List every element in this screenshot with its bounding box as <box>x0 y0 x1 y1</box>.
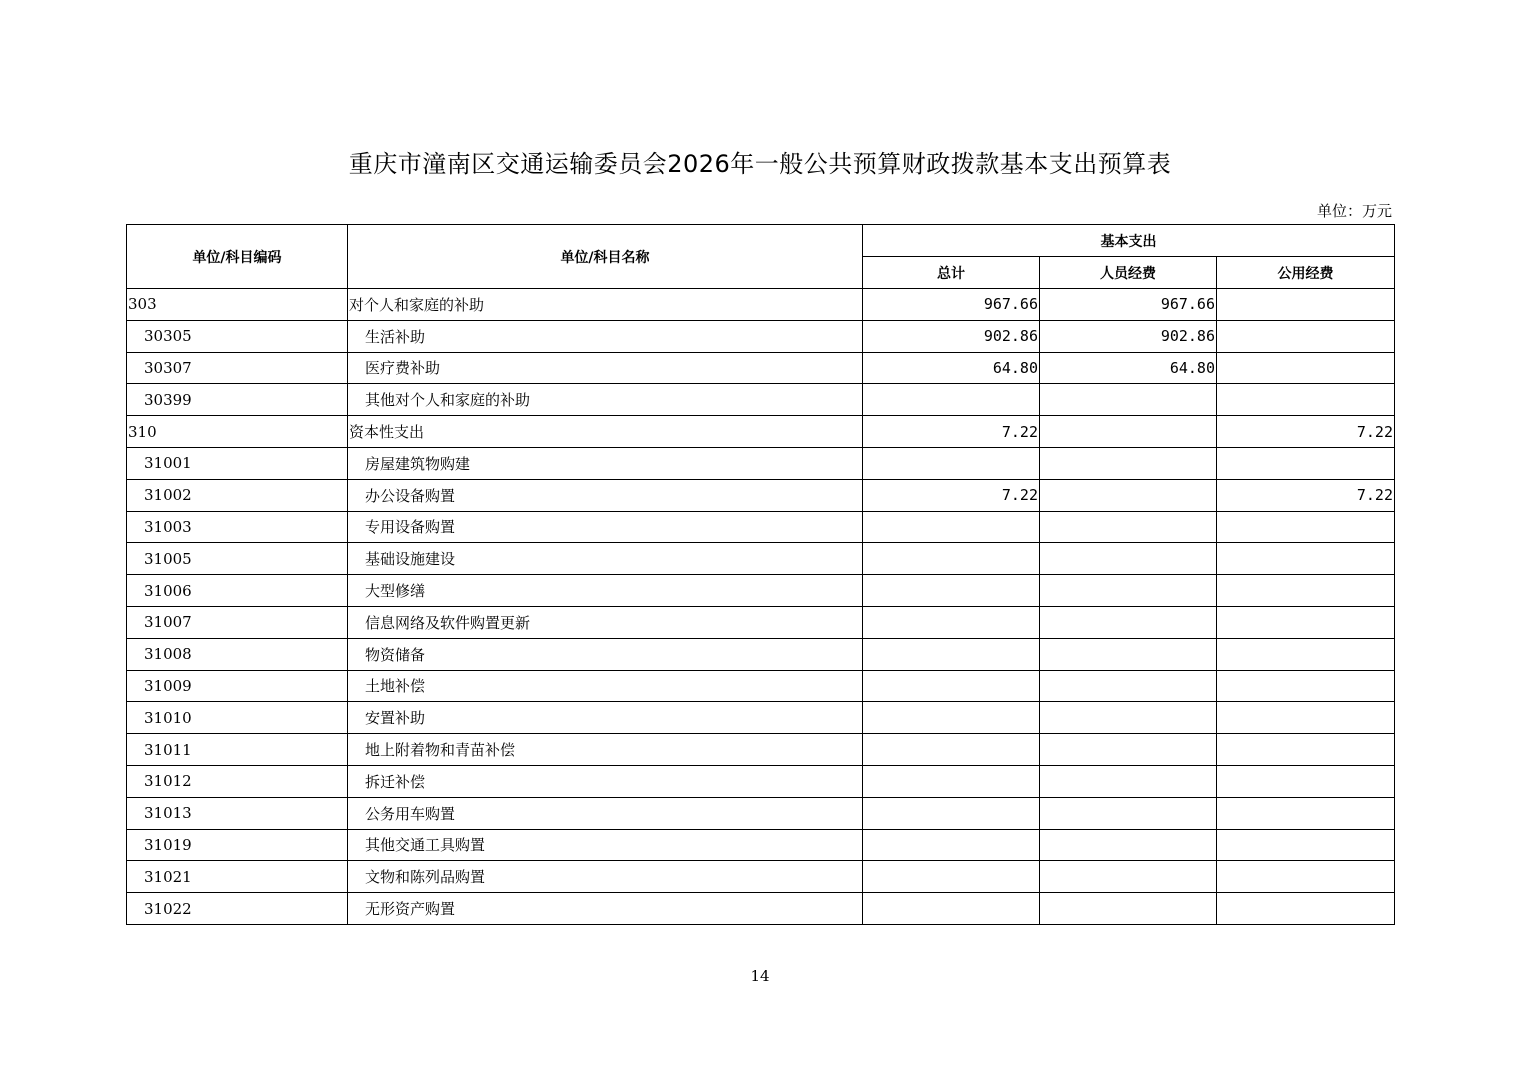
cell-name: 地上附着物和青苗补偿 <box>348 734 863 766</box>
cell-personnel <box>1040 384 1217 416</box>
cell-public: 7.22 <box>1217 479 1395 511</box>
cell-code: 31013 <box>127 797 348 829</box>
table-row <box>127 893 1395 925</box>
cell-public <box>1217 289 1395 321</box>
cell-name: 其他对个人和家庭的补助 <box>348 384 863 416</box>
cell-name: 专用设备购置 <box>348 511 863 543</box>
cell-name: 对个人和家庭的补助 <box>348 289 863 321</box>
table-row <box>127 797 1395 829</box>
cell-code: 31007 <box>127 606 348 638</box>
cell-public <box>1217 543 1395 575</box>
cell-total <box>863 765 1040 797</box>
header-basic-expenditure: 基本支出 <box>863 225 1395 257</box>
cell-name: 其他交通工具购置 <box>348 829 863 861</box>
header-code: 单位/科目编码 <box>127 225 348 289</box>
cell-name: 房屋建筑物购建 <box>348 447 863 479</box>
cell-name: 资本性支出 <box>348 416 863 448</box>
cell-total: 902.86 <box>863 320 1040 352</box>
cell-personnel <box>1040 479 1217 511</box>
cell-public <box>1217 829 1395 861</box>
cell-total <box>863 702 1040 734</box>
cell-code: 30305 <box>127 320 348 352</box>
cell-code: 31012 <box>127 765 348 797</box>
cell-personnel <box>1040 447 1217 479</box>
cell-total <box>863 543 1040 575</box>
cell-code: 31009 <box>127 670 348 702</box>
cell-code: 31021 <box>127 861 348 893</box>
cell-code: 30307 <box>127 352 348 384</box>
cell-public <box>1217 511 1395 543</box>
cell-personnel <box>1040 638 1217 670</box>
cell-public <box>1217 861 1395 893</box>
table-row <box>127 447 1395 479</box>
table-row <box>127 606 1395 638</box>
cell-personnel <box>1040 765 1217 797</box>
cell-total <box>863 606 1040 638</box>
table-row <box>127 479 1395 511</box>
cell-total <box>863 670 1040 702</box>
cell-code: 31011 <box>127 734 348 766</box>
cell-personnel <box>1040 511 1217 543</box>
cell-total <box>863 511 1040 543</box>
table-row <box>127 702 1395 734</box>
cell-name: 拆迁补偿 <box>348 765 863 797</box>
unit-label: 单位：万元 <box>1316 202 1392 220</box>
cell-name: 公务用车购置 <box>348 797 863 829</box>
cell-public <box>1217 384 1395 416</box>
table-row <box>127 765 1395 797</box>
cell-personnel <box>1040 416 1217 448</box>
table-row <box>127 829 1395 861</box>
cell-total: 967.66 <box>863 289 1040 321</box>
header-public: 公用经费 <box>1217 257 1395 289</box>
cell-total <box>863 797 1040 829</box>
cell-public <box>1217 575 1395 607</box>
cell-personnel: 967.66 <box>1040 289 1217 321</box>
cell-public <box>1217 320 1395 352</box>
cell-code: 31002 <box>127 479 348 511</box>
table-row <box>127 575 1395 607</box>
cell-personnel <box>1040 575 1217 607</box>
cell-personnel <box>1040 797 1217 829</box>
cell-personnel <box>1040 606 1217 638</box>
table-body <box>127 289 1395 925</box>
cell-code: 31019 <box>127 829 348 861</box>
cell-code: 31005 <box>127 543 348 575</box>
cell-total <box>863 734 1040 766</box>
cell-name: 信息网络及软件购置更新 <box>348 606 863 638</box>
header-name: 单位/科目名称 <box>348 225 863 289</box>
cell-total <box>863 447 1040 479</box>
cell-name: 办公设备购置 <box>348 479 863 511</box>
header-personnel: 人员经费 <box>1040 257 1217 289</box>
cell-code: 31008 <box>127 638 348 670</box>
cell-personnel <box>1040 861 1217 893</box>
cell-public <box>1217 765 1395 797</box>
cell-personnel <box>1040 829 1217 861</box>
cell-total <box>863 638 1040 670</box>
cell-name: 安置补助 <box>348 702 863 734</box>
cell-code: 303 <box>127 289 348 321</box>
cell-code: 31003 <box>127 511 348 543</box>
cell-personnel: 902.86 <box>1040 320 1217 352</box>
cell-total: 64.80 <box>863 352 1040 384</box>
table-row <box>127 416 1395 448</box>
cell-public <box>1217 352 1395 384</box>
cell-personnel <box>1040 543 1217 575</box>
cell-public <box>1217 670 1395 702</box>
cell-code: 31006 <box>127 575 348 607</box>
cell-public: 7.22 <box>1217 416 1395 448</box>
cell-name: 物资储备 <box>348 638 863 670</box>
cell-code: 310 <box>127 416 348 448</box>
table-row <box>127 670 1395 702</box>
table-row <box>127 511 1395 543</box>
table-row <box>127 543 1395 575</box>
cell-code: 30399 <box>127 384 348 416</box>
table-row <box>127 861 1395 893</box>
cell-public <box>1217 606 1395 638</box>
table-row <box>127 734 1395 766</box>
cell-public <box>1217 893 1395 925</box>
budget-table <box>126 224 1395 925</box>
cell-name: 医疗费补助 <box>348 352 863 384</box>
cell-total: 7.22 <box>863 479 1040 511</box>
cell-personnel <box>1040 893 1217 925</box>
cell-total <box>863 893 1040 925</box>
cell-code: 31010 <box>127 702 348 734</box>
cell-public <box>1217 734 1395 766</box>
cell-personnel <box>1040 670 1217 702</box>
cell-name: 基础设施建设 <box>348 543 863 575</box>
table-row <box>127 352 1395 384</box>
cell-name: 文物和陈列品购置 <box>348 861 863 893</box>
cell-public <box>1217 447 1395 479</box>
cell-name: 生活补助 <box>348 320 863 352</box>
cell-total: 7.22 <box>863 416 1040 448</box>
cell-public <box>1217 797 1395 829</box>
table-row <box>127 320 1395 352</box>
cell-public <box>1217 702 1395 734</box>
page-number: 14 <box>750 967 770 985</box>
cell-personnel: 64.80 <box>1040 352 1217 384</box>
page-title: 重庆市潼南区交通运输委员会2026年一般公共预算财政拨款基本支出预算表 <box>348 150 1172 178</box>
cell-total <box>863 575 1040 607</box>
cell-total <box>863 384 1040 416</box>
cell-code: 31022 <box>127 893 348 925</box>
cell-personnel <box>1040 702 1217 734</box>
cell-total <box>863 829 1040 861</box>
cell-public <box>1217 638 1395 670</box>
table-row <box>127 638 1395 670</box>
table-row <box>127 384 1395 416</box>
cell-personnel <box>1040 734 1217 766</box>
cell-name: 大型修缮 <box>348 575 863 607</box>
cell-name: 无形资产购置 <box>348 893 863 925</box>
cell-name: 土地补偿 <box>348 670 863 702</box>
cell-code: 31001 <box>127 447 348 479</box>
table-row <box>127 289 1395 321</box>
header-total: 总计 <box>863 257 1040 289</box>
cell-total <box>863 861 1040 893</box>
